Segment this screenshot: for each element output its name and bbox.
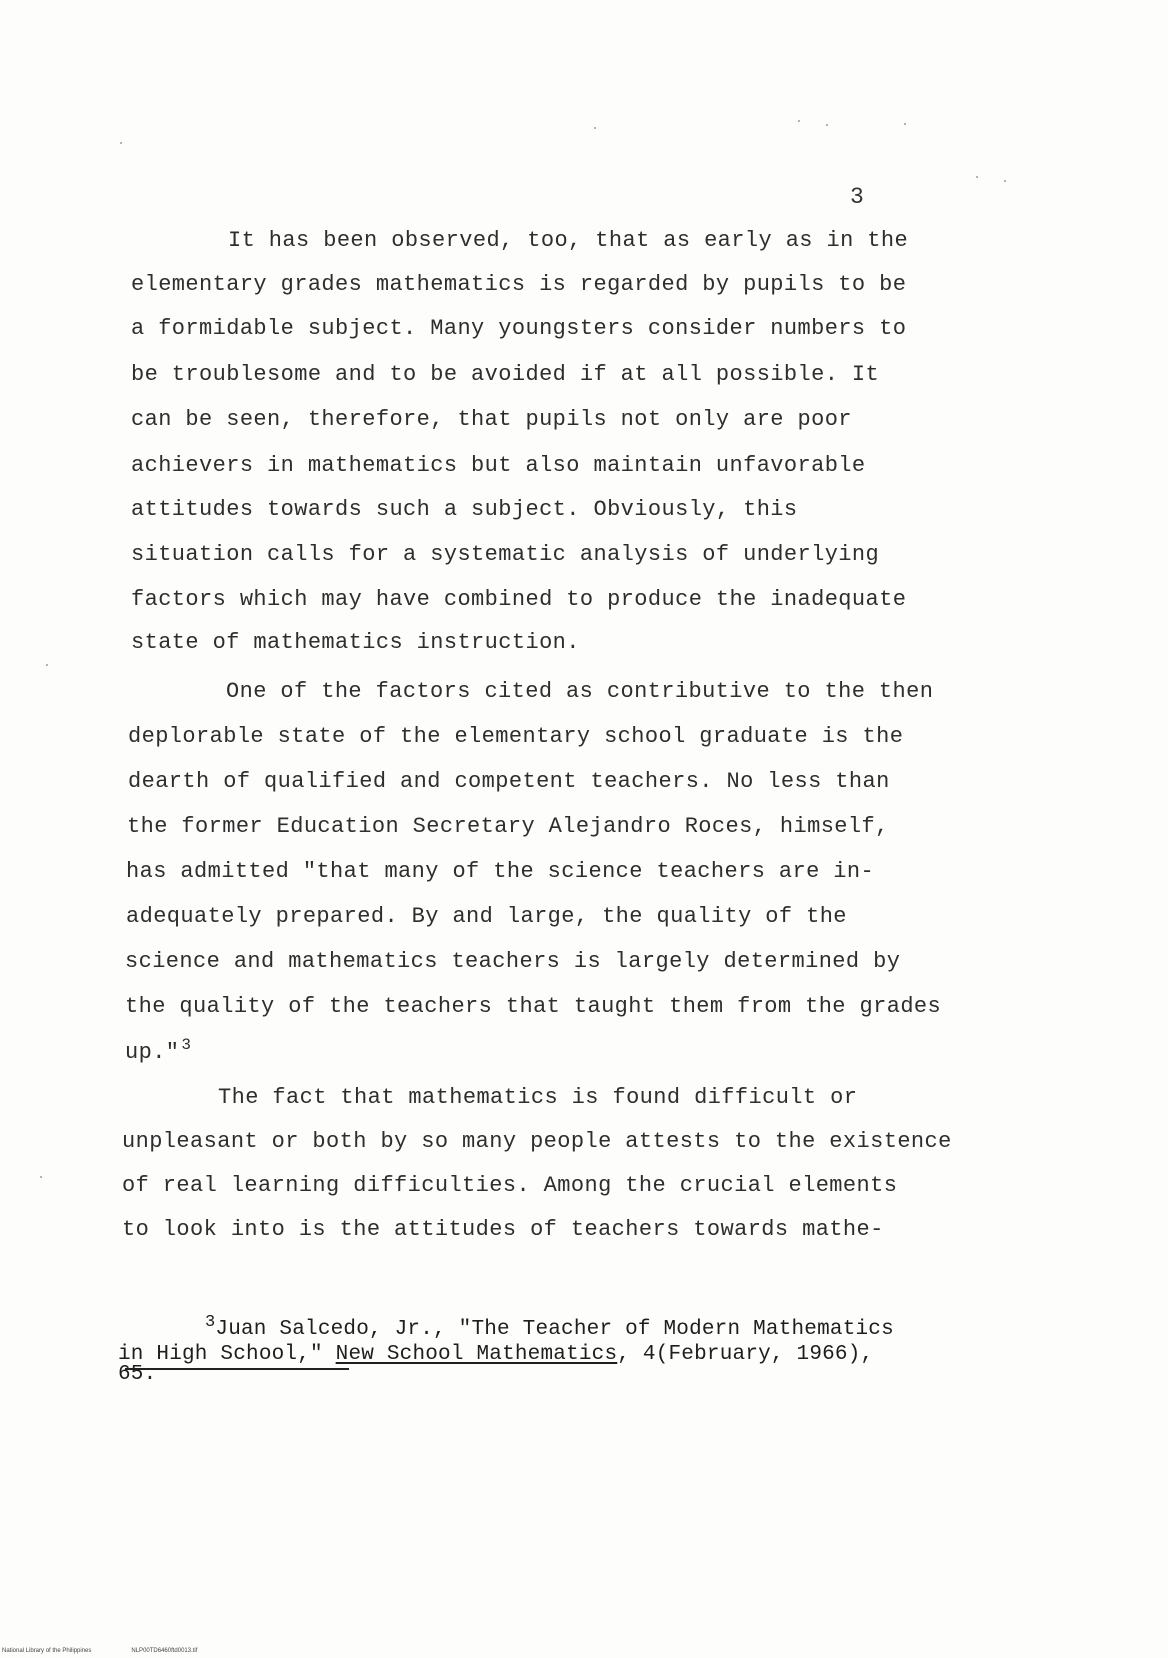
scan-footer	[2, 1648, 237, 1654]
footnote-line-2	[118, 1344, 873, 1366]
footnote-line-1-text: Juan Salcedo, Jr., "The Teacher of Modern Mathematics	[215, 1318, 894, 1341]
paragraph-2-line-5: has admitted "that many of the science teachers are in-	[126, 859, 875, 884]
scan-speck	[904, 123, 906, 125]
paragraph-1-line-6: achievers in mathematics but also maintain unfavorable	[131, 453, 866, 478]
paragraph-1-line-10: state of mathematics instruction.	[131, 630, 580, 655]
footnote-reference: 3	[181, 1036, 192, 1054]
paragraph-1-line-1: It has been observed, too, that as early as in the	[228, 228, 909, 253]
footnote-separator	[125, 1368, 349, 1370]
paragraph-2-line-9	[125, 1036, 191, 1065]
paragraph-3-line-2: unpleasant or both by so many people attests to the existence	[122, 1129, 952, 1154]
paragraph-2-line-7: science and mathematics teachers is largely determined by	[125, 949, 901, 974]
footnote-journal-title: New School Mathematics	[335, 1343, 618, 1366]
footnote-line-2-start: in High School,"	[118, 1343, 336, 1366]
paragraph-1-line-5: can be seen, therefore, that pupils not only are poor	[131, 407, 852, 432]
scan-speck	[976, 176, 978, 178]
paragraph-2-line-4: the former Education Secretary Alejandro Roces, himself,	[127, 814, 889, 839]
paragraph-3-line-1: The fact that mathematics is found difficult or	[218, 1085, 858, 1110]
scan-speck	[594, 127, 596, 129]
paragraph-2-line-1: One of the factors cited as contributive to the then	[226, 679, 934, 704]
paragraph-1-line-9: factors which may have combined to produce the inadequate	[131, 587, 907, 612]
scan-speck	[46, 664, 48, 666]
scan-speck	[40, 1176, 42, 1178]
paragraph-1-line-8: situation calls for a systematic analysis of underlying	[131, 542, 880, 567]
paragraph-2-line-9-text: up."	[125, 1040, 180, 1065]
paragraph-2-line-6: adequately prepared. By and large, the quality of the	[126, 904, 847, 929]
paragraph-3-line-4: to look into is the attitudes of teachers towards mathe-	[122, 1217, 884, 1242]
paragraph-1-line-3: a formidable subject. Many youngsters consider numbers to	[131, 316, 907, 341]
paragraph-1-line-7: attitudes towards such a subject. Obviously, this	[131, 497, 798, 522]
scan-speck	[120, 142, 122, 144]
paragraph-2-line-3: dearth of qualified and competent teachers. No less than	[128, 769, 890, 794]
footnote-line-2-end: , 4(February, 1966),	[617, 1343, 874, 1366]
scan-speck	[798, 120, 800, 122]
footer-file: NLP00TD6460ftd0013.tif	[131, 1648, 198, 1654]
paragraph-1-line-2: elementary grades mathematics is regarded by pupils to be	[131, 272, 907, 297]
footnote-line-3: 65.	[118, 1363, 157, 1386]
scan-speck	[1004, 180, 1006, 182]
page-number: 3	[850, 184, 864, 210]
footnote-marker: 3	[205, 1313, 216, 1332]
paragraph-2-line-2: deplorable state of the elementary school graduate is the	[128, 724, 904, 749]
paragraph-1-line-4: be troublesome and to be avoided if at all possible. It	[131, 362, 880, 387]
footnote-line-1	[205, 1312, 894, 1341]
paragraph-3-line-3: of real learning difficulties. Among the crucial elements	[122, 1173, 898, 1198]
footer-library: National Library of the Philippines	[2, 1648, 92, 1654]
scan-speck	[826, 124, 828, 126]
paragraph-2-line-8: the quality of the teachers that taught them from the grades	[125, 994, 942, 1019]
